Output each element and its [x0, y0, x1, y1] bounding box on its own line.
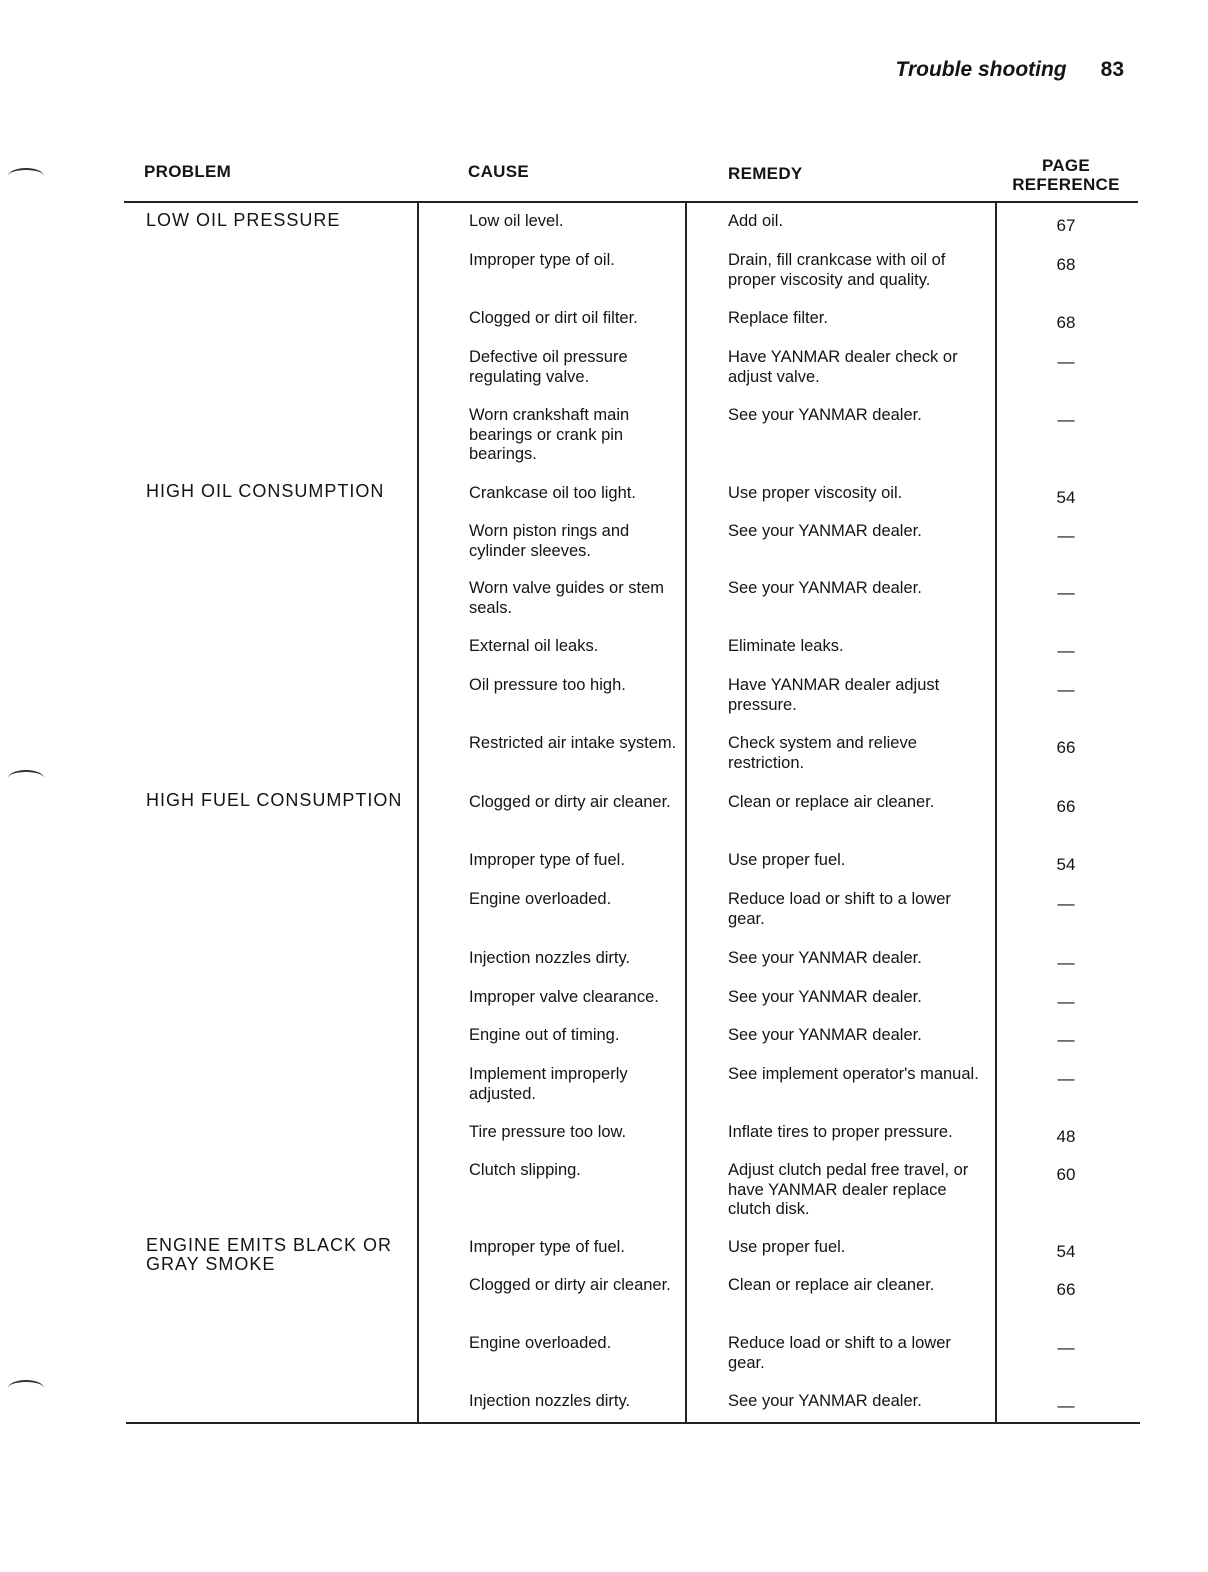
page-ref-cell: 54 [1056, 1242, 1076, 1261]
remedy-cell: Eliminate leaks. [728, 637, 844, 655]
remedy-cell: See your YANMAR dealer. [728, 406, 922, 424]
page-ref-cell: — [1057, 992, 1075, 1011]
remedy-cell: Clean or replace air cleaner. [728, 793, 935, 811]
page-ref-cell: 54 [1056, 488, 1076, 507]
page-ref-cell: — [1057, 526, 1075, 545]
remedy-cell: Reduce load or shift to a lower gear. [728, 1334, 951, 1372]
page-header [896, 58, 1124, 88]
bottom-rule [126, 1422, 1140, 1424]
page-ref-cell: — [1057, 953, 1075, 972]
page-ref-cell: 68 [1056, 313, 1076, 332]
column-divider [685, 202, 687, 1422]
cause-cell: Improper type of fuel. [469, 851, 625, 869]
column-divider [995, 202, 997, 1422]
cause-cell: Injection nozzles dirty. [469, 949, 631, 967]
remedy-cell: Drain, fill crankcase with oil of proper viscosity and quality. [728, 251, 946, 289]
remedy-cell: Use proper viscosity oil. [728, 484, 903, 502]
remedy-cell: See implement operator's manual. [728, 1065, 979, 1083]
problem-label: HIGH OIL CONSUMPTION [146, 481, 385, 501]
remedy-cell: Add oil. [728, 212, 784, 230]
remedy-cell: Use proper fuel. [728, 1238, 846, 1256]
page-ref-cell: 66 [1056, 1280, 1076, 1299]
cause-cell: Improper type of oil. [469, 251, 615, 269]
section-title: Trouble shooting [895, 58, 1067, 81]
column-divider [417, 202, 419, 1422]
cause-cell: Worn crankshaft main bearings or crank pin bearings. [469, 406, 630, 463]
page-ref-cell: — [1057, 1030, 1075, 1049]
cause-cell: Clutch slipping. [469, 1161, 581, 1179]
page-ref-cell: — [1057, 894, 1075, 913]
cause-cell: Worn valve guides or stem seals. [469, 579, 665, 617]
cause-cell: Restricted air intake system. [469, 734, 677, 752]
page-ref-line1: PAGE [1041, 156, 1091, 175]
cause-cell: Clogged or dirty air cleaner. [469, 1276, 671, 1294]
remedy-cell: See your YANMAR dealer. [728, 988, 922, 1006]
page-ref-cell: — [1057, 410, 1075, 429]
remedy-cell: See your YANMAR dealer. [728, 579, 922, 597]
page-ref-cell: — [1057, 680, 1075, 699]
remedy-cell: See your YANMAR dealer. [728, 522, 922, 540]
problem-label: LOW OIL PRESSURE [146, 210, 341, 230]
cause-cell: Engine overloaded. [469, 1334, 612, 1352]
remedy-cell: See your YANMAR dealer. [728, 1026, 922, 1044]
binding-mark [8, 168, 44, 184]
remedy-cell: Reduce load or shift to a lower gear. [728, 890, 951, 928]
cause-cell: Tire pressure too low. [469, 1123, 627, 1141]
cause-cell: Improper type of fuel. [469, 1238, 625, 1256]
cause-cell: Engine out of timing. [469, 1026, 620, 1044]
column-header-cause: CAUSE [468, 162, 530, 181]
cause-cell: Oil pressure too high. [469, 676, 626, 694]
cause-cell: Low oil level. [469, 212, 564, 230]
cause-cell: Defective oil pressure regulating valve. [469, 348, 628, 386]
page-ref-cell: — [1057, 1069, 1075, 1088]
cause-cell: Clogged or dirty air cleaner. [469, 793, 671, 811]
remedy-cell: Clean or replace air cleaner. [728, 1276, 935, 1294]
header-rule [124, 201, 1138, 203]
cause-cell: Injection nozzles dirty. [469, 1392, 631, 1410]
page-ref-cell: 68 [1056, 255, 1076, 274]
page-ref-cell: 48 [1056, 1127, 1076, 1146]
page-ref-cell: — [1057, 352, 1075, 371]
cause-cell: Clogged or dirt oil filter. [469, 309, 638, 327]
column-header-remedy: REMEDY [728, 164, 803, 183]
cause-cell: Crankcase oil too light. [469, 484, 636, 502]
remedy-cell: Check system and relieve restriction. [728, 734, 917, 772]
remedy-cell: Replace filter. [728, 309, 828, 327]
remedy-cell: Adjust clutch pedal free travel, or have YANMAR dealer replace clutch disk. [728, 1161, 969, 1218]
page-ref-line2: REFERENCE [1012, 175, 1120, 194]
page-ref-cell: — [1057, 1338, 1075, 1357]
page-ref-cell: 66 [1056, 797, 1076, 816]
binding-mark [8, 770, 44, 786]
page-ref-cell: 54 [1056, 855, 1076, 874]
cause-cell: External oil leaks. [469, 637, 599, 655]
cause-cell: Worn piston rings and cylinder sleeves. [469, 522, 630, 560]
page-ref-cell: 60 [1056, 1165, 1076, 1184]
page-ref-cell: 66 [1056, 738, 1076, 757]
cause-cell: Improper valve clearance. [469, 988, 659, 1006]
remedy-cell: See your YANMAR dealer. [728, 949, 922, 967]
page-number: 83 [1100, 58, 1124, 81]
remedy-cell: Have YANMAR dealer check or adjust valve. [728, 348, 958, 386]
remedy-cell: Use proper fuel. [728, 851, 846, 869]
remedy-cell: See your YANMAR dealer. [728, 1392, 922, 1410]
binding-mark [8, 1380, 44, 1396]
remedy-cell: Have YANMAR dealer adjust pressure. [728, 676, 940, 714]
page-ref-cell: — [1057, 641, 1075, 660]
column-header-problem: PROBLEM [144, 162, 232, 181]
problem-label: ENGINE EMITS BLACK OR GRAY SMOKE [146, 1235, 393, 1274]
page-ref-cell: — [1057, 583, 1075, 602]
cause-cell: Implement improperly adjusted. [469, 1065, 628, 1103]
page-ref-cell: 67 [1056, 216, 1076, 235]
remedy-cell: Inflate tires to proper pressure. [728, 1123, 953, 1141]
page-ref-cell: — [1057, 1396, 1075, 1415]
column-header-page-reference [1004, 156, 1128, 194]
problem-label: HIGH FUEL CONSUMPTION [146, 790, 403, 810]
cause-cell: Engine overloaded. [469, 890, 612, 908]
